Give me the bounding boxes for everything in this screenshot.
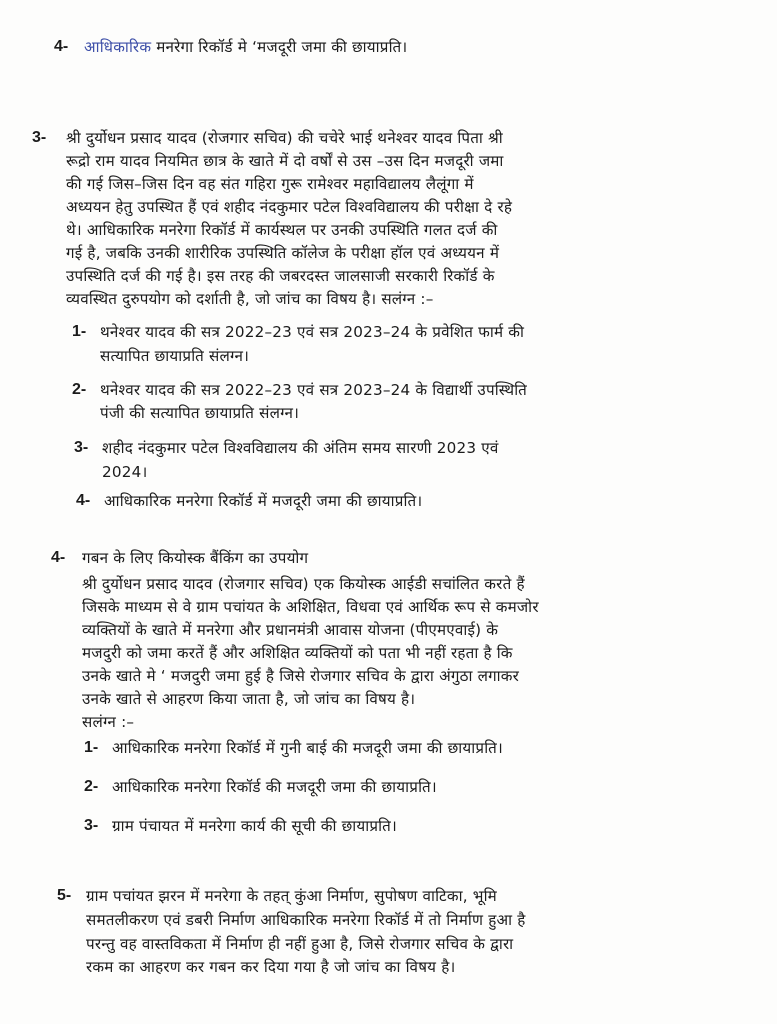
- section5-number: 5-: [57, 887, 72, 904]
- top-item-text: [84, 37, 407, 57]
- section3-item-number: 3-: [74, 439, 89, 456]
- section4-number: 4-: [51, 549, 66, 566]
- section4-line: जिसके माध्यम से वे ग्राम पचांयत के अशिक्षित, विधवा एवं आर्थिक रूप से कमजोर: [82, 598, 539, 616]
- section4-attachment-label: सलंग्न :–: [82, 713, 135, 731]
- section3-item-number: 2-: [72, 381, 87, 398]
- section4-item-number: 2-: [84, 778, 99, 795]
- top-item-highlight: आधिकारिक: [84, 38, 152, 56]
- section3-item-line: पंजी की सत्यापित छायाप्रति संलग्न।: [100, 404, 300, 422]
- section5-line: परन्तु वह वास्तविकता में निर्माण ही नहीं हुआ है, जिसे रोजगार सचिव के द्वारा: [86, 935, 514, 953]
- section3-line: थे। आधिकारिक मनरेगा रिकॉर्ड में कार्यस्थल पर उनकी उपस्थिति गलत दर्ज की: [66, 221, 498, 239]
- section3-item-line: थनेश्वर यादव की सत्र 2022–23 एवं सत्र 2023–24 के विद्यार्थी उपस्थिति: [100, 381, 528, 399]
- top-item-number: 4-: [54, 38, 69, 55]
- section3-number: 3-: [32, 129, 47, 146]
- section4-item-number: 3-: [84, 817, 99, 834]
- section4-heading: गबन के लिए कियोस्क बैंकिंग का उपयोग: [82, 549, 309, 567]
- section5-line: समतलीकरण एवं डबरी निर्माण आधिकारिक मनरेगा रिकॉर्ड में तो निर्माण हुआ है: [86, 911, 526, 929]
- section3-line: गई है, जबकि उनकी शारीरिक उपस्थिति कॉलेज के परीक्षा हॉल एवं अध्ययन में: [66, 244, 500, 262]
- section3-item-line: आधिकारिक मनरेगा रिकॉर्ड में मजदूरी जमा की छायाप्रति।: [104, 492, 423, 510]
- section3-line: उपस्थिति दर्ज की गई है। इस तरह की जबरदस्त जालसाजी सरकारी रिकॉर्ड के: [66, 267, 495, 285]
- section3-line: व्यवस्थित दुरुपयोग को दर्शाती है, जो जांच का विषय है। सलंग्न :–: [66, 290, 434, 308]
- section4-item-text: आधिकारिक मनरेगा रिकॉर्ड में गुनी बाई की मजदूरी जमा की छायाप्रति।: [112, 739, 503, 757]
- section3-line: रूद्रो राम यादव नियमित छात्र के खाते में दो वर्षों से उस –उस दिन मजदूरी जमा: [66, 152, 504, 170]
- section4-line: उनके खाते से आहरण किया जाता है, जो जांच का विषय है।: [82, 690, 416, 708]
- section3-item-line: शहीद नंदकुमार पटेल विश्वविद्यालय की अंतिम समय सारणी 2023 एवं: [102, 439, 499, 457]
- section4-line: मजदुरी को जमा करतें हैं और अशिक्षित व्यक्तियों को पता भी नहीं रहता है कि: [82, 644, 513, 662]
- section4-line: श्री दुर्योधन प्रसाद यादव (रोजगार सचिव) एक कियोस्क आईडी सचांलित करते हैं: [82, 575, 525, 593]
- section3-item-line: सत्यापित छायाप्रति संलग्न।: [100, 347, 250, 365]
- section5-line: ग्राम पचांयत झरन में मनरेगा के तहत् कुंआ निर्माण, सुपोषण वाटिका, भूमि: [86, 887, 497, 905]
- section3-item-number: 4-: [76, 492, 91, 509]
- section5-line: रकम का आहरण कर गबन कर दिया गया है जो जांच का विषय है।: [86, 958, 456, 976]
- section4-item-text: ग्राम पंचायत में मनरेगा कार्य की सूची की छायाप्रति।: [112, 817, 397, 835]
- section3-line: श्री दुर्योधन प्रसाद यादव (रोजगार सचिव) की चचेरे भाई थनेश्वर यादव पिता श्री: [66, 129, 503, 147]
- section3-item-line: 2024।: [102, 463, 148, 481]
- section3-item-number: 1-: [72, 323, 87, 340]
- section4-item-text: आधिकारिक मनरेगा रिकॉर्ड की मजदूरी जमा की छायाप्रति।: [112, 778, 437, 796]
- section3-item-line: थनेश्वर यादव की सत्र 2022–23 एवं सत्र 2023–24 के प्रवेशित फार्म की: [100, 323, 525, 341]
- section4-line: उनके खाते मे ‘ मजदुरी जमा हुई है जिसे रोजगार सचिव के द्वारा अंगुठा लगाकर: [82, 667, 520, 685]
- section4-line: व्यक्तियों के खाते में मनरेगा और प्रधानमंत्री आवास योजना (पीएमएवाई) के: [82, 621, 499, 639]
- top-item-rest: मनरेगा रिकॉर्ड मे ‘मजदूरी जमा की छायाप्रति।: [151, 38, 408, 56]
- section3-line: की गई जिस–जिस दिन वह संत गहिरा गुरू रामेश्वर महाविद्यालय लैलूंगा में: [66, 175, 474, 193]
- section4-item-number: 1-: [84, 739, 99, 756]
- section3-line: अध्ययन हेतु उपस्थित हैं एवं शहीद नंदकुमार पटेल विश्वविद्यालय की परीक्षा दे रहे: [66, 198, 513, 216]
